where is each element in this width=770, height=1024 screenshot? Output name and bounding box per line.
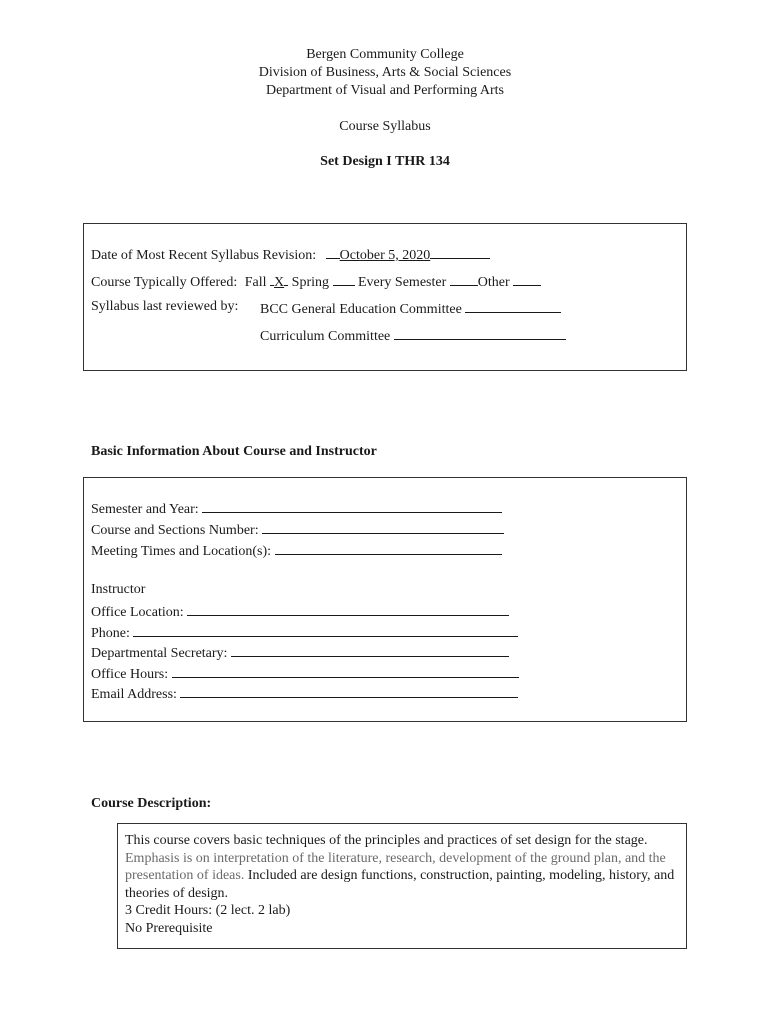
- spring-label: Spring: [291, 275, 329, 290]
- secretary-row: [91, 642, 509, 662]
- gen-ed-row: [260, 298, 561, 318]
- meeting-times-label: Meeting Times and Location(s):: [91, 544, 272, 559]
- division-name: Division of Business, Arts & Social Sciences: [258, 65, 512, 80]
- course-sections-label: Course and Sections Number:: [91, 523, 259, 538]
- fall-label: Fall: [244, 275, 267, 290]
- college-name: Bergen Community College: [306, 47, 464, 62]
- description-part-3: Included are design functions, construction, painting, modeling, history, and theories of design.: [125, 868, 675, 901]
- basic-info-heading: Basic Information About Course and Instructor: [91, 444, 377, 459]
- reviewed-label: Syllabus last reviewed by:: [91, 299, 239, 314]
- curriculum-row: [260, 325, 566, 345]
- email-label: Email Address:: [91, 687, 177, 702]
- document-type: Course Syllabus: [339, 119, 431, 134]
- prerequisite: No Prerequisite: [125, 920, 213, 936]
- reviewed-row: [91, 298, 238, 315]
- email-row: [91, 683, 518, 703]
- every-semester-label: Every Semester: [358, 275, 447, 290]
- course-title: Set Design I THR 134: [320, 154, 450, 169]
- course-description-heading: Course Description:: [91, 796, 212, 811]
- description-part-1: This course covers basic techniques of the principles and practices of set design for the stage.: [125, 833, 648, 848]
- offered-label: Course Typically Offered:: [91, 275, 238, 290]
- office-hours-row: [91, 663, 519, 683]
- credit-hours: 3 Credit Hours: (2 lect. 2 lab): [125, 903, 291, 918]
- office-location-row: [91, 601, 509, 621]
- gen-ed-committee: BCC General Education Committee: [260, 302, 462, 317]
- revision-row: [91, 244, 490, 264]
- fall-mark: X: [274, 275, 285, 290]
- revision-value: October 5, 2020: [339, 248, 431, 263]
- curriculum-committee: Curriculum Committee: [260, 329, 391, 344]
- phone-label: Phone:: [91, 626, 130, 641]
- course-sections-row: [91, 519, 504, 539]
- phone-row: [91, 622, 518, 642]
- revision-label: Date of Most Recent Syllabus Revision:: [91, 248, 317, 263]
- meeting-times-row: [91, 540, 502, 560]
- course-description-text: [125, 832, 685, 937]
- description-paragraph: [125, 832, 685, 902]
- other-label: Other: [477, 275, 510, 290]
- secretary-label: Departmental Secretary:: [91, 646, 228, 661]
- offered-row: [91, 271, 541, 291]
- office-location-label: Office Location:: [91, 605, 184, 620]
- instructor-label: Instructor: [91, 582, 146, 597]
- description-part-2: Emphasis is on interpretation of the literature, research, development of the ground plan, and the presentation of ideas.: [125, 850, 666, 883]
- department-name: Department of Visual and Performing Arts: [265, 83, 505, 98]
- semester-year-label: Semester and Year:: [91, 502, 199, 517]
- office-hours-label: Office Hours:: [91, 667, 169, 682]
- semester-year-row: [91, 498, 502, 518]
